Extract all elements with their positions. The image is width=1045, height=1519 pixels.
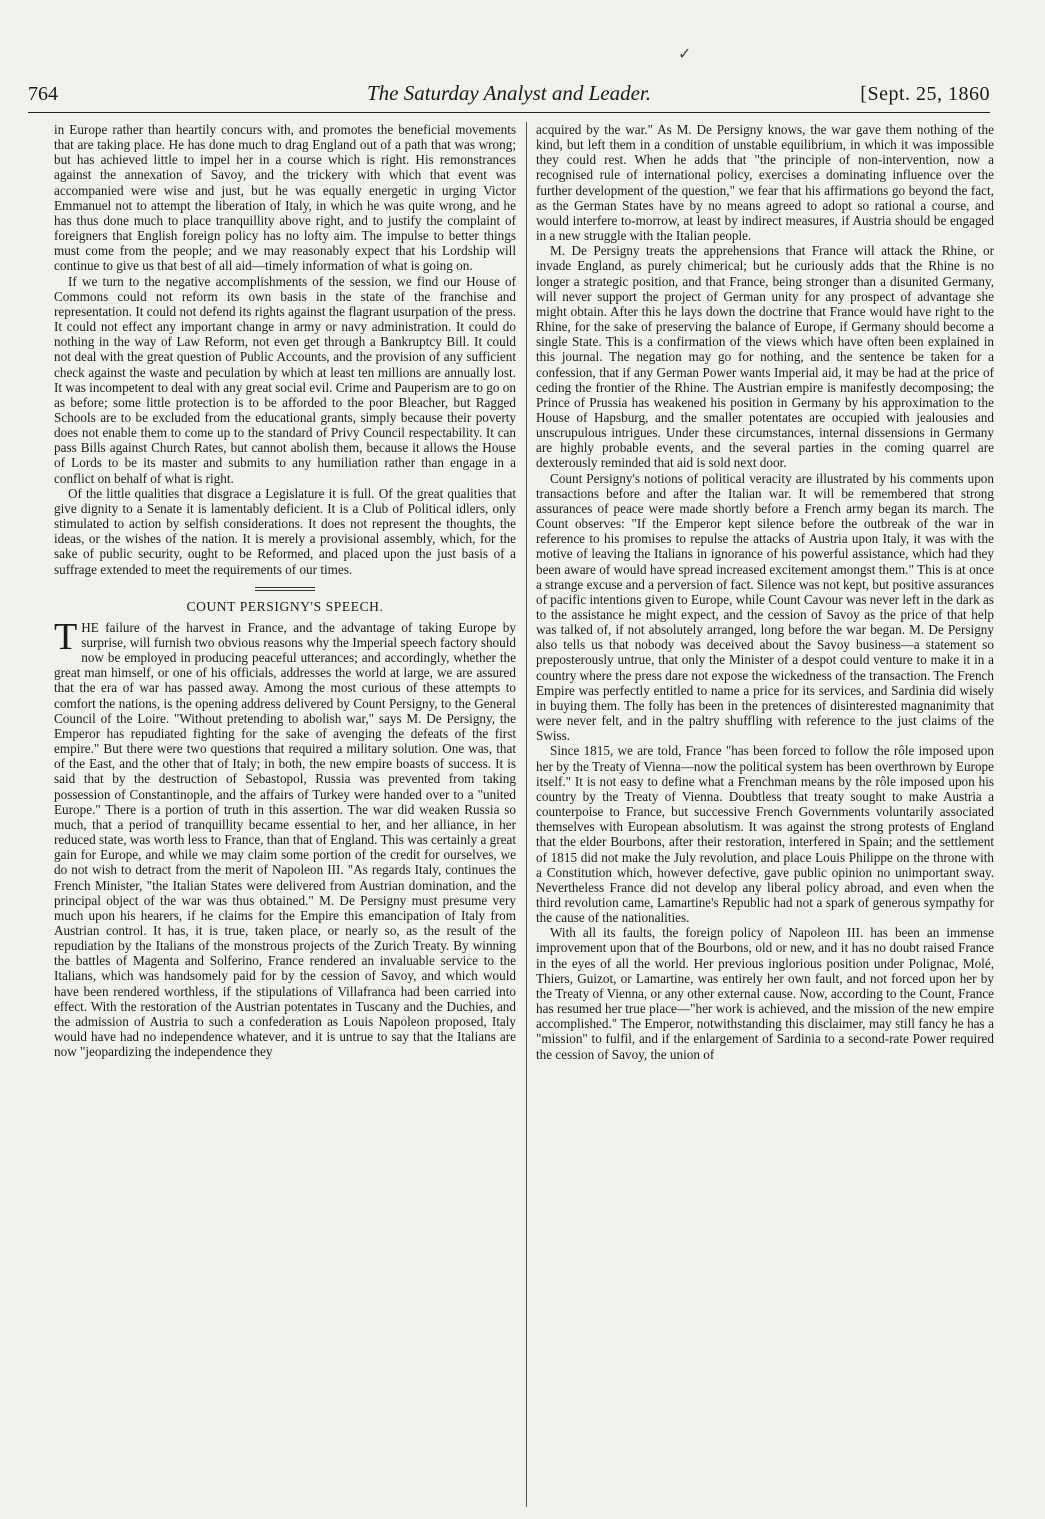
paragraph: Of the little qualities that disgrace a Legislature it is full. Of the great qualities that give dignity to a Senate it is lamentably deficient. It is a Club of Political idlers, only stimulated to action by selfish considerations. It does not represent the thoughts, the ideas, or the wishes of the nation. It is merely a provisional assembly, which, for the sake of public security, ought to be Reformed, and placed upon the just basis of a suffrage extended to meet the requirements of our times. <box>54 485 516 577</box>
article-heading-block <box>54 587 516 614</box>
journal-title: The Saturday Analyst and Leader. <box>366 81 652 105</box>
page-header <box>28 78 990 113</box>
paragraph: M. De Persigny treats the apprehensions that France will attack the Rhine, or invade England, as purely chimerical; but he curiously adds that the Rhine is no longer a strategic position, and that France, being stronger than a disunited Germany, will never support the project of German unity for any prospect of advantage she might obtain. After this he lays down the doctrine that France would have right to the Rhine, for the sake of preserving the balance of Europe, if Germany should become a single State. This is a confirmation of the views which have often been explained in this journal. The negation may go for nothing, and the sentence be taken for a confession, that if any German Power wants Imperial aid, it may be had at the price of ceding the frontier of the Rhine. The Austrian empire is manifestly decomposing; the Prince of Prussia has weakened his position in Germany by his approximation to the House of Hapsburg, and the smaller potentates are occupied with jealousies and unscrupulous intrigues. Under these circumstances, internal dissensions in Germany are highly probable events, and the several parties in the coming quarrel are dexterously reminded that aid is sold next door. <box>536 243 994 471</box>
paragraph: in Europe rather than heartily concurs with, and promotes the beneficial movements that are taking place. He has done much to drag England out of a path that was wrong; but has achieved little to impel her in a course which is right. His remonstrances against the annexation of Savoy, and the trickery with which that event was accompanied were wise and just, but he was equally energetic in urging Victor Emmanuel not to attempt the liberation of Italy, in which he was quite wrong, and he has thus done much to place tranquillity above right, and to justify the complaint of foreigners that English foreign policy has no lofty aim. The impulse to better things must come from the people; and we may reasonably expect that his Lordship will continue to give us that best of all aid—timely information of what is going on. <box>54 122 516 274</box>
page-number: 764 <box>28 83 58 105</box>
paragraph: Count Persigny's notions of political veracity are illustrated by his comments upon transactions before and after the Italian war. It will be remembered that strong assurances of peace were made shortly before a French army began its march. The Count observes: "If the Emperor kept silence before the outbreak of the war in reference to his promises to repulse the attacks of Austria upon Italy, it was with the motive of leaving the Italians in ignorance of his powerful assistance, which had they been aware of would have spread increased excitement amongst them." This is at once a strange excuse and a perversion of fact. Silence was not kept, but positive assurances of pacific intentions given to Europe, while Count Cavour was never left in the dark as to the assistance he might expect, and the cession of Savoy as the price of that help was talked of, if not absolutely arranged, long before the war began. M. De Persigny also tells us that nobody was deceived about the Savoy business—a statement so preposterously untrue, that only the Minister of a despot could venture to make it in a country where the press dare not expose the wickedness of the transaction. The French Empire was perfectly entitled to name a price for its services, and Sardinia did wisely in buying them. The folly has been in the pretences of disinterested magnanimity that were never felt, and in the paltry shuffling with reference to the just claims of the Swiss. <box>536 470 994 744</box>
paragraph: acquired by the war." As M. De Persigny knows, the war gave them nothing of the kind, but left them in a condition of unstable equilibrium, in which it was impossible they could rest. When he adds that "the principle of non-intervention, now a recognised rule of international policy, exercises a dominating influence over the further development of the question," we fear that his affirmations go beyond the fact, as the German States have by no means agreed to adopt so rational a course, and would interfere to-morrow, at least by indirect measures, if Austria should be engaged in a new struggle with the Italian people. <box>536 122 994 244</box>
article-first-paragraph <box>54 615 516 1060</box>
section-divider <box>255 587 315 591</box>
paragraph: With all its faults, the foreign policy of Napoleon III. has been an immense improvement upon that of the Bourbons, old or new, and it has no doubt raised France in the eyes of all the world. Her previous inglorious position under Polignac, Molé, Thiers, Guizot, or Lamartine, was entirely her own fault, and not forced upon her by the Treaty of Vienna, or any other external cause. Now, according to the Count, France has resumed her true place—"her work is achieved, and the mission of the new empire accomplished." The Emperor, notwithstanding this disclaimer, may still fancy he has a "mission" to fulfil, and if the enlargement of Sardinia to a second-rate Power required the cession of Savoy, the union of <box>536 925 994 1062</box>
paragraph: If we turn to the negative accomplishments of the session, we find our House of Commons could not reform its own basis in the state of the franchise and representation. It could not defend its rights against the flagrant usurpation of the press. It could not effect any important change in army or navy administration. It could do nothing in the way of Law Reform, not even get through a Bankruptcy Bill. It could not deal with the great question of Public Accounts, and the provision of any sufficient check against the waste and peculation by which at least ten millions are annually lost. It was incompetent to deal with any great social evil. Crime and Pauperism are to go on as before; some little protection is to be afforded to the poor Bleacher, but Ragged Schools are to be excluded from the educational grants, simply because their poverty does not enable them to come up to the standard of Privy Council respectability. It can pass Bills against Church Rates, but cannot abolish them, because it allows the House of Lords to be its master and submits to any humiliation rather than engage in a conflict on behalf of what is right. <box>54 273 516 486</box>
column-divider <box>526 122 527 1507</box>
paragraph: Since 1815, we are told, France "has been forced to follow the rôle imposed upon her by the Treaty of Vienna—now the political system has been overthrown by Europe itself." It is not easy to define what a Frenchman means by the rôle imposed upon his country by the Treaty of Vienna. Doubtless that treaty sought to make Austria a counterpoise to France, but successive French Governments voluntarily associated themselves with European absolutism. It was against the strong protests of England that the elder Bourbons, after their restoration, interfered in Spain; and the settlement of 1815 did not make the July revolution, and place Louis Philippe on the throne with a Constitution which, however defective, gave public opinion no unimportant sway. Nevertheless France did not develop any liberal policy abroad, and even when the third revolution came, Lamartine's Republic had not a spark of generous sympathy for the cause of the nationalities. <box>536 743 994 926</box>
issue-date: [Sept. 25, 1860 <box>860 83 990 105</box>
article-heading: COUNT PERSIGNY'S SPEECH. <box>186 598 384 614</box>
left-column <box>54 122 516 1507</box>
handwritten-check-mark: ✓ <box>678 44 692 63</box>
drop-cap: T <box>54 615 78 658</box>
article-text: HE failure of the harvest in France, and the advantage of taking Europe by surprise, will furnish two obvious reasons why the Imperial speech factory should now be employed in producing peaceful utterances; and accordingly, whether the great man himself, or one of his officials, addresses the world at large, we are assured that the era of war has passed away. Among the most curious of these attempts to comfort the nations, is the opening address delivered by Count Persigny, to the General Council of the Loire. "Without pretending to abolish war," says M. De Persigny, the Emperor has repudiated fighting for the sake of avenging the defeats of the first empire." But there were two questions that required a military solution. One was, that of the East, and the other that of Italy; in both, the new empire boasts of success. It is said that by the destruction of Sebastopol, Russia was prevented from taking possession of Constantinople, and the affairs of Turkey were handed over to a "united Europe." There is a portion of truth in this assertion. The war did weaken Russia so much, that a period of tranquillity became essential to her, and her alliance, in her reduced state, was worth less to France, than that of England. This was certainly a great gain for Europe, and while we may claim some portion of the credit for ourselves, we do not wish to detract from the merit of Napoleon III. "As regards Italy, continues the French Minister, "the Italian States were delivered from Austrian domination, and the principal object of the war was thus obtained." M. De Persigny must presume very much upon his hearers, if he claims for the Empire this emancipation of Italy from Austrian control. It has, it is true, taken place, or nearly so, as the result of the repudiation by the Italians of the monstrous projects of the Zurich Treaty. By winning the battles of Magenta and Solferino, France rendered an invaluable service to the Italians, which was handsomely paid for by the cession of Savoy, and which would have been rendered worthless, if the stipulations of Villafranca had been carried into effect. With the restoration of the Austrian potentates in Tuscany and the Duchies, and the admission of Austria to such a confederation as Louis Napoleon proposed, Italy would have had no independence whatever, and it is untrue to say that the Italians are now "jeopardizing the independence they <box>54 619 516 1060</box>
right-column <box>536 122 994 1507</box>
